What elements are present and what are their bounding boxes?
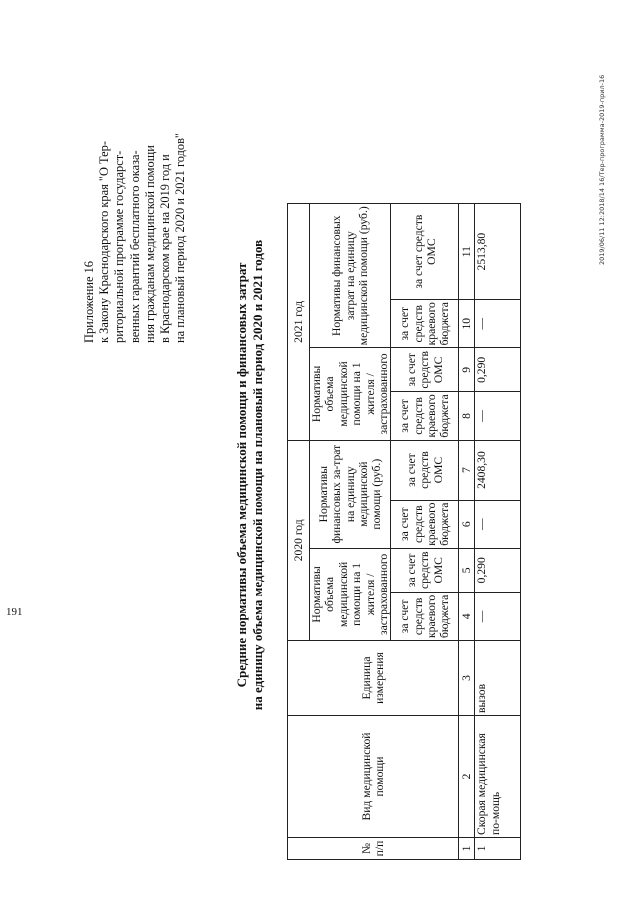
header-norm-volume-2020: Нормативы объема медицинской помощи на 1 жителя / застрахованного [310,548,391,640]
file-stamp: 2019/06/11 12:2018/14 16/Тер-программа-2019-прил-16 [598,74,606,265]
row-unit: вызов [475,641,521,716]
row-num: 1 [475,838,521,860]
row-cell: — [475,300,521,348]
header-norm-fin-2021: Нормативы финансовых затрат на единицу медицинской помощи (руб.) [310,204,391,348]
header-year-2021: 2021 год [288,204,310,440]
header-src-budget: за счет средств краевого бюджета [391,300,459,348]
column-number: 11 [459,204,475,300]
column-number: 10 [459,300,475,348]
appendix-line: венных гарантий бесплатного оказа- [127,150,142,343]
header-src-oms: за счет средств ОМС [391,440,459,500]
column-number: 5 [459,548,475,592]
appendix-line: к Закону Краснодарского края "О Тер- [97,141,112,343]
header-num: № п/п [288,838,459,860]
column-number: 6 [459,500,475,548]
header-src-oms: за счет средств ОМС [391,204,459,300]
header-src-budget: за счет средств краевого бюджета [391,500,459,548]
column-number: 9 [459,348,475,392]
header-year-2020: 2020 год [288,440,310,640]
appendix-line: риториальной программе государст- [112,150,127,343]
norms-table [287,203,521,860]
document-heading [234,165,266,785]
appendix-line: Приложение 16 [82,261,96,343]
column-number-row [459,204,475,860]
page-number: 191 [6,606,23,618]
row-cell: 2513,80 [475,204,521,300]
column-number: 1 [459,838,475,860]
column-number: 7 [459,440,475,500]
header-norm-fin-2020: Нормативы финансовых за-трат на единицу медицинской помощи (руб.) [310,440,391,548]
column-number: 8 [459,392,475,440]
appendix-line: на плановый период 2020 и 2021 годов" [173,133,188,343]
table-header-row [288,204,310,860]
row-cell: — [475,392,521,440]
header-type: Вид медицинской помощи [288,716,459,838]
appendix-note [82,43,188,343]
row-cell: — [475,592,521,640]
header-unit: Единица измерения [288,641,459,716]
column-number: 3 [459,641,475,716]
row-cell: 0,290 [475,348,521,392]
header-src-oms: за счет средств ОМС [391,548,459,592]
row-cell: — [475,500,521,548]
heading-line-2: на единицу объема медицинской помощи на плановый период 2020 и 2021 годов [250,239,265,711]
heading-line-1: Средние нормативы объема медицинской помощи и финансовых затрат [234,262,249,688]
row-cell: 2408,30 [475,440,521,500]
appendix-line: ния гражданам медицинской помощи [142,145,157,343]
header-src-budget: за счет средств краевого бюджета [391,592,459,640]
column-number: 2 [459,716,475,838]
table-row [475,204,521,860]
row-cell: 0,290 [475,548,521,592]
column-number: 4 [459,592,475,640]
header-norm-volume-2021: Нормативы объема медицинской помощи на 1 жителя / застрахованного [310,348,391,440]
header-src-budget: за счет средств краевого бюджета [391,392,459,440]
row-type: Скорая медицинская по-мощь [475,716,521,838]
appendix-line: в Краснодарском крае на 2019 год и [158,154,173,343]
header-src-oms: за счет средств ОМС [391,348,459,392]
